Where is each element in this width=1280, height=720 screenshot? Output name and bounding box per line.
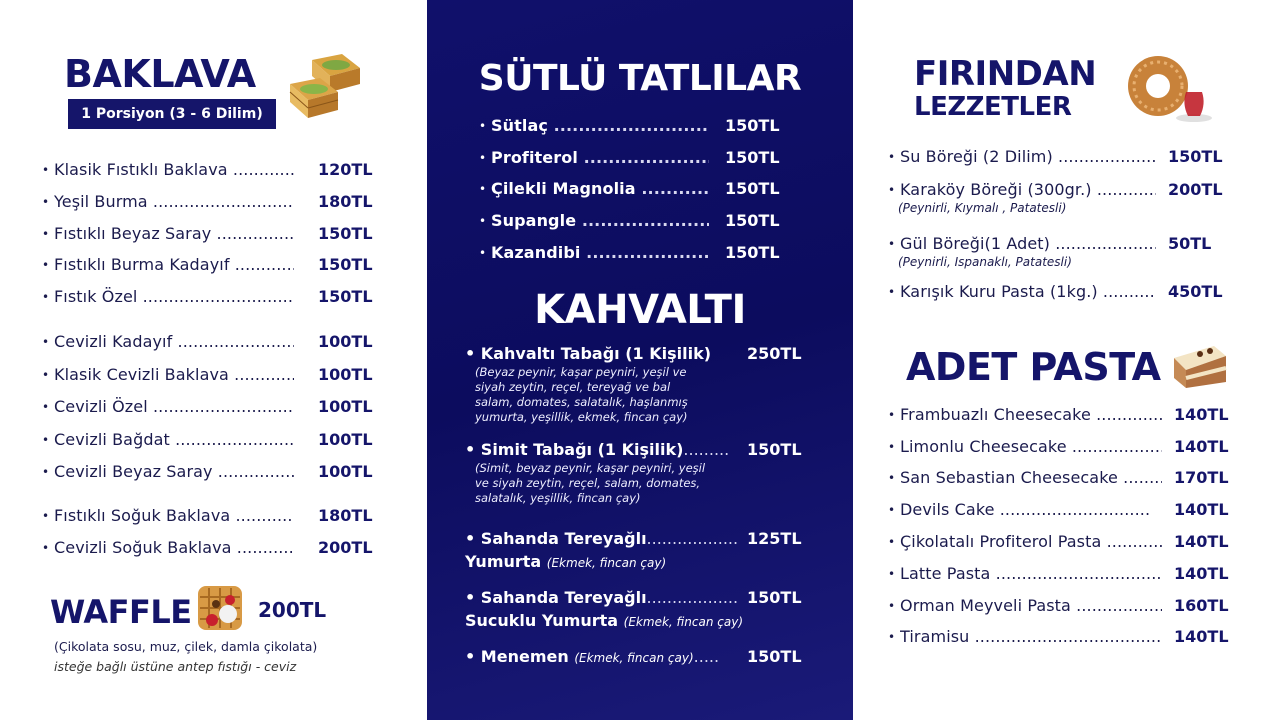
list-item: • Cevizli Bağdat ..... 100TL: [42, 428, 402, 452]
list-item: • Karaköy Böreği (300gr.) ..... 200TL: [888, 178, 1268, 202]
item-note: (Simit, beyaz peynir, kaşar peyniri, yeşil ve siyah zeytin, reçel, salam, domates, salatalık, yeşillik, fincan çay): [475, 461, 706, 505]
list-item: • Klasik Cevizli Baklava ..... 100TL: [42, 363, 402, 387]
list-item: • Tiramisu ..... 140TL: [888, 625, 1268, 649]
list-item: • Fıstıklı Beyaz Saray ..... 150TL: [42, 222, 402, 246]
portion-label: 1 Porsiyon (3 - 6 Dilim): [81, 106, 263, 122]
list-item: • Karışık Kuru Pasta (1kg.) ..... 450TL: [888, 280, 1268, 304]
adet-pasta-title: ADET PASTA: [906, 345, 1161, 389]
firindan-list: [888, 145, 1268, 305]
kahvalti-title: KAHVALTI: [534, 287, 746, 333]
list-item: • Cevizli Beyaz Saray ..... 100TL: [42, 460, 402, 484]
list-item: • San Sebastian Cheesecake ..... 170TL: [888, 466, 1268, 490]
list-item: • Orman Meyveli Pasta ..... 160TL: [888, 594, 1268, 618]
cake-slice-icon: [1170, 338, 1230, 390]
list-item: • Klasik Fıstıklı Baklava ..... 120TL: [42, 158, 402, 182]
waffle-optional: isteğe bağlı üstüne antep fıstığı - ceviz: [54, 659, 297, 674]
baklava-list: [42, 158, 402, 568]
baklava-section: [42, 0, 402, 720]
simit-tea-icon: [1122, 52, 1214, 126]
list-item: • Sütlaç ..... 150TL: [479, 114, 809, 138]
list-item: • Çilekli Magnolia ..... 150TL: [479, 177, 809, 201]
list-item: • Çikolatalı Profiterol Pasta ..... 140TL: [888, 530, 1268, 554]
list-item: • Su Böreği (2 Dilim) ..... 150TL: [888, 145, 1268, 169]
list-item: • Menemen (Ekmek, fincan çay)..... 150TL: [465, 647, 802, 666]
item-note: (Peynirli, Ispanaklı, Patatesli): [898, 255, 1072, 269]
waffle-price: 200TL: [258, 598, 327, 622]
list-item: • Cevizli Soğuk Baklava ..... 200TL: [42, 536, 402, 560]
list-item: • Profiterol ..... 150TL: [479, 146, 809, 170]
list-item: • Kazandibi ..... 150TL: [479, 241, 809, 265]
list-item: • Devils Cake ..... 140TL: [888, 498, 1268, 522]
list-item: • Cevizli Kadayıf ..... 100TL: [42, 330, 402, 354]
list-item: • Cevizli Özel ..... 100TL: [42, 395, 402, 419]
sutlu-list: [479, 114, 809, 274]
item-note: (Beyaz peynir, kaşar peyniri, yeşil ve siyah zeytin, reçel, tereyağ ve bal salam, domates, salatalık, haşlanmış yumurta, yeşillik, ekmek, fincan çay): [475, 365, 688, 424]
list-item: • Fıstıklı Burma Kadayıf ..... 150TL: [42, 253, 402, 277]
waffle-icon: [192, 580, 248, 636]
list-item: • Simit Tabağı (1 Kişilik)......... 150TL (Simit, beyaz peynir, kaşar peyniri, yeşil ve siyah zeytin, reçel, salam, domates, salatalık, yeşillik, fincan çay): [465, 439, 825, 506]
baklava-icon: [286, 50, 370, 124]
list-item: • Frambuazlı Cheesecake ..... 140TL: [888, 403, 1268, 427]
list-item: • Sahanda Tereyağlı.................. 150TL Sucuklu Yumurta (Ekmek, fincan çay): [465, 588, 802, 630]
adet-pasta-list: [888, 403, 1268, 653]
firindan-subtitle: LEZZETLER: [914, 92, 1072, 122]
center-panel: [427, 0, 853, 720]
list-item: • Supangle ..... 150TL: [479, 209, 809, 233]
firindan-section: [888, 0, 1268, 720]
portion-badge: [68, 99, 276, 129]
list-item: • Limonlu Cheesecake ..... 140TL: [888, 435, 1268, 459]
list-item: • Gül Böreği(1 Adet) ..... 50TL: [888, 232, 1268, 256]
list-item: • Fıstık Özel ..... 150TL: [42, 285, 402, 309]
waffle-desc: (Çikolata sosu, muz, çilek, damla çikolata): [54, 639, 318, 654]
waffle-title: WAFFLE: [50, 593, 192, 631]
baklava-title: BAKLAVA: [64, 52, 256, 96]
list-item: • Fıstıklı Soğuk Baklava ..... 180TL: [42, 504, 402, 528]
list-item: • Sahanda Tereyağlı.................. 125TL Yumurta (Ekmek, fincan çay): [465, 529, 802, 571]
sutlu-title: SÜTLÜ TATLILAR: [478, 58, 802, 99]
item-note: (Peynirli, Kıymalı , Patatesli): [898, 201, 1067, 215]
list-item: • Yeşil Burma ..... 180TL: [42, 190, 402, 214]
firindan-title: FIRINDAN: [914, 54, 1097, 94]
list-item: • Latte Pasta ..... 140TL: [888, 562, 1268, 586]
list-item: • Kahvaltı Tabağı (1 Kişilik) 250TL (Beyaz peynir, kaşar peyniri, yeşil ve siyah zeytin, reçel, tereyağ ve bal salam, domates, salatalık, haşlanmış yumurta, yeşillik, ekmek, fincan çay): [465, 343, 825, 425]
